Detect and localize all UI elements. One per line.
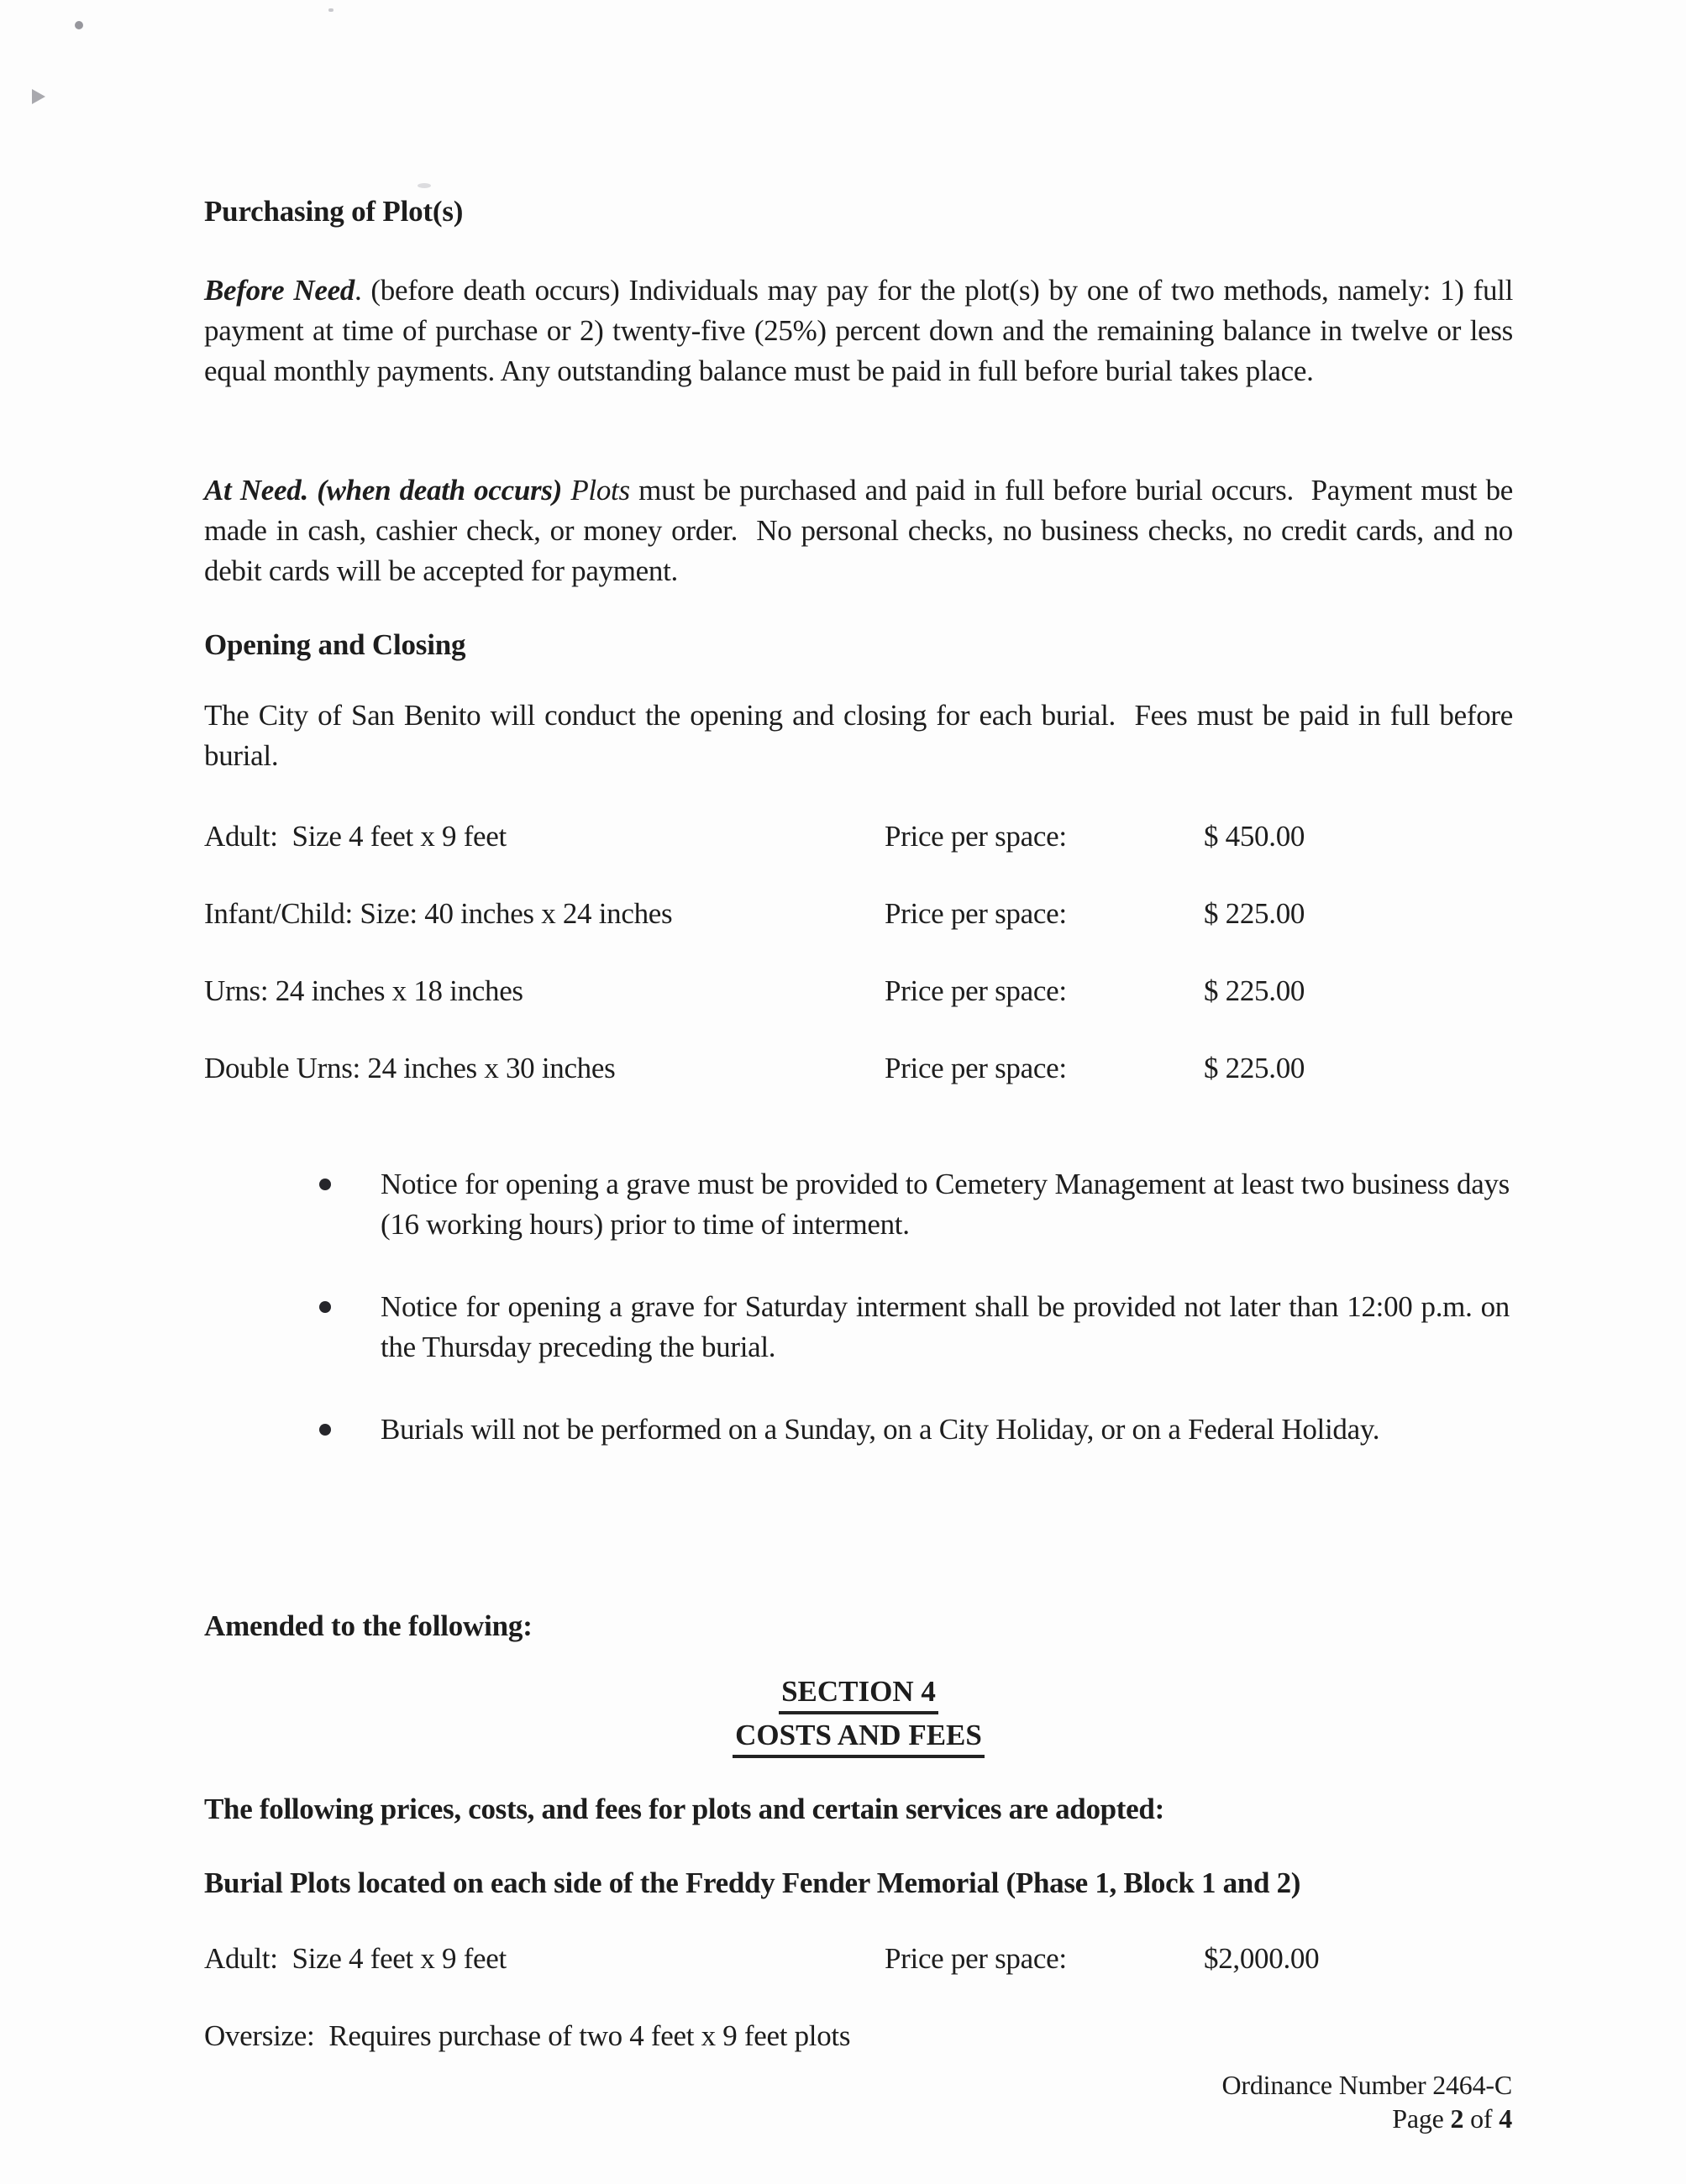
price-value: $ 225.00 <box>1204 974 1305 1007</box>
footer-page-total: 4 <box>1499 2103 1512 2134</box>
section-subtitle-row <box>204 1719 1513 1758</box>
para-at-need <box>204 470 1513 591</box>
scan-artifact-dot <box>75 21 83 29</box>
scan-artifact-smudge <box>418 183 431 188</box>
price-row-urns <box>204 971 1513 1011</box>
footer-page-word: Page <box>1392 2103 1444 2134</box>
page-footer <box>1221 2068 1512 2135</box>
bullet-text: Burials will not be performed on a Sunday, on a City Holiday, or on a Federal Holiday. <box>381 1413 1380 1446</box>
price-item: Adult: Size 4 feet x 9 feet <box>204 820 507 853</box>
scan-artifact-speck <box>328 8 334 12</box>
bullet-dot-icon <box>319 1424 331 1436</box>
section-title-row <box>204 1675 1513 1714</box>
para-before-need <box>204 270 1513 391</box>
price-item: Double Urns: 24 inches x 30 inches <box>204 1052 616 1084</box>
price-label: Price per space: <box>885 897 1067 930</box>
heading-burial-plots-location: Burial Plots located on each side of the Freddy Fender Memorial (Phase 1, Block 1 and 2) <box>204 1866 1301 1899</box>
price-label: Price per space: <box>885 974 1067 1007</box>
bullet-dot-icon <box>319 1179 331 1190</box>
price-row-adult-phase1 <box>204 1939 1513 1979</box>
price-label: Price per space: <box>885 1052 1067 1084</box>
price-row-double-urns <box>204 1048 1513 1089</box>
price-item: Urns: 24 inches x 18 inches <box>204 974 523 1007</box>
at-need-body: must be purchased and paid in full before burial occurs. Payment must be made in cash, cashier check, or money order. No personal checks, no business checks, no credit cards, and no debit cards will be accepted for payment. <box>204 474 1513 587</box>
footer-page-indicator <box>1221 2102 1512 2135</box>
scan-artifact-triangle <box>32 89 45 104</box>
at-need-plots-word: Plots <box>561 474 630 507</box>
price-label: Price per space: <box>885 820 1067 853</box>
price-row-infant-child <box>204 894 1513 934</box>
at-need-lead: At Need. (when death occurs) <box>204 474 562 507</box>
price-value: $ 225.00 <box>1204 1052 1305 1084</box>
para-opening-closing: The City of San Benito will conduct the opening and closing for each burial. Fees must be paid in full before burial. <box>204 699 1513 772</box>
bullet-no-sunday-burials <box>204 1410 1513 1450</box>
price-item: Adult: Size 4 feet x 9 feet <box>204 1942 507 1975</box>
bullet-saturday-interment <box>204 1287 1513 1368</box>
heading-amended: Amended to the following: <box>204 1609 533 1642</box>
footer-of-word: of <box>1470 2103 1493 2134</box>
heading-purchasing-of-plots: Purchasing of Plot(s) <box>204 195 464 228</box>
footer-page-number: 2 <box>1450 2103 1464 2134</box>
para-fees-adopted: The following prices, costs, and fees for plots and certain services are adopted: <box>204 1793 1164 1825</box>
para-oversize: Oversize: Requires purchase of two 4 feet x 9 feet plots <box>204 2019 851 2052</box>
price-item: Infant/Child: Size: 40 inches x 24 inches <box>204 897 673 930</box>
bullet-notice-opening <box>204 1164 1513 1245</box>
price-label: Price per space: <box>885 1942 1067 1975</box>
bullet-text: Notice for opening a grave must be provided to Cemetery Management at least two business days (16 working hours) prior to time of interment. <box>381 1168 1510 1241</box>
bullet-text: Notice for opening a grave for Saturday interment shall be provided not later than 12:00 p.m. on the Thursday preceding the burial. <box>381 1290 1510 1363</box>
costs-and-fees-title: COSTS AND FEES <box>733 1719 985 1758</box>
bullet-dot-icon <box>319 1301 331 1313</box>
price-value: $2,000.00 <box>1204 1942 1320 1975</box>
price-value: $ 225.00 <box>1204 897 1305 930</box>
price-value: $ 450.00 <box>1204 820 1305 853</box>
footer-ordinance-number: Ordinance Number 2464-C <box>1221 2070 1512 2100</box>
before-need-lead: Before Need <box>204 274 355 307</box>
price-row-adult <box>204 816 1513 857</box>
heading-opening-and-closing: Opening and Closing <box>204 628 466 661</box>
before-need-body: . (before death occurs) Individuals may pay for the plot(s) by one of two methods, namely: 1) full payment at time of purchase or 2) twenty-five (25%) percent down and the remaining balance in twelve or less equal monthly payments. Any outstanding balance must be paid in full before burial takes place. <box>204 274 1513 387</box>
section-4-title: SECTION 4 <box>779 1675 938 1714</box>
